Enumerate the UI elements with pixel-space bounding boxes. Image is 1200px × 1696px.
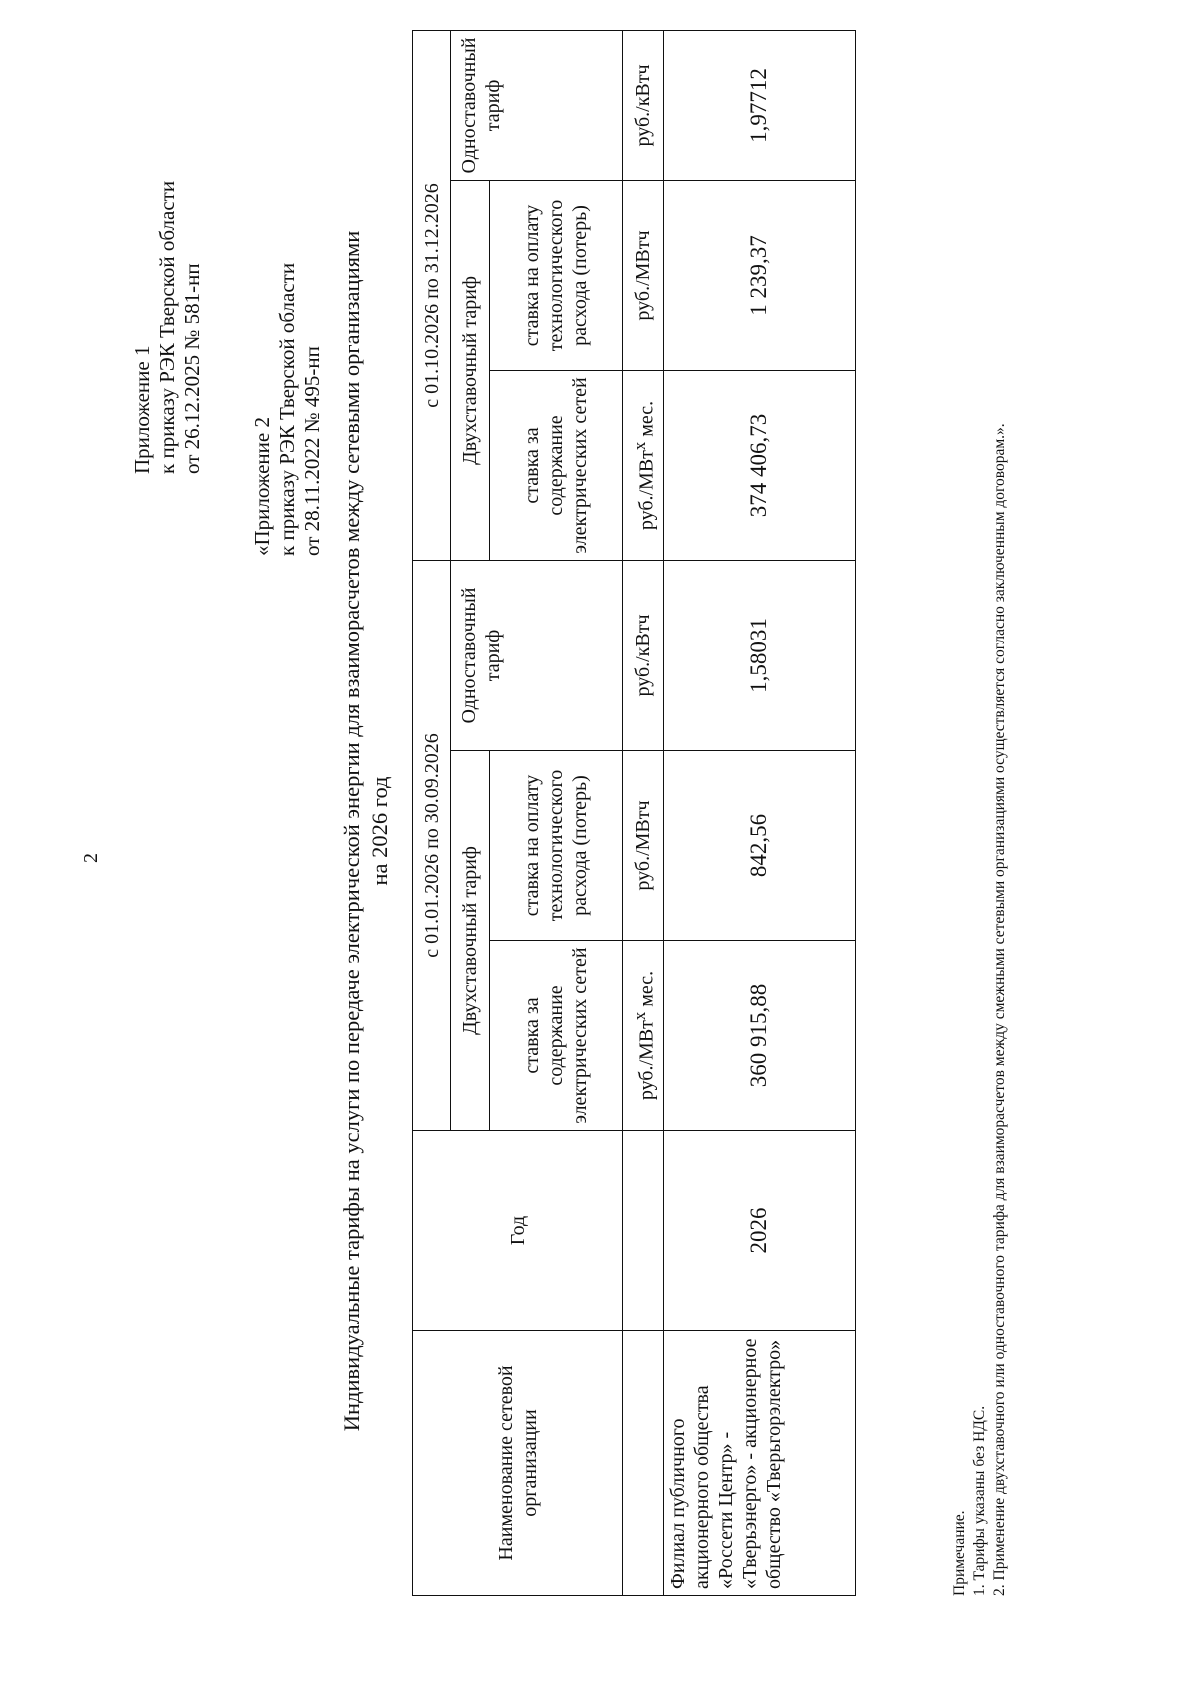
- value-maintenance: 374 406,73: [663, 370, 855, 560]
- header-period-1: с 01.01.2026 по 30.09.2026: [413, 560, 451, 1130]
- appendix-2-line: от 28.11.2022 № 495-нп: [300, 346, 324, 556]
- appendix-1-line: от 26.12.2025 № 581-нп: [180, 263, 204, 474]
- units-empty-cell: [623, 1331, 663, 1596]
- header-row-periods: [413, 30, 451, 1595]
- appendix-1-header: [130, 181, 205, 474]
- appendix-2-line: к приказу РЭК Тверской области: [275, 262, 299, 556]
- tariff-table: [412, 30, 856, 1596]
- page-number: 2: [80, 853, 102, 863]
- header-rate-maintenance: ставка за содержание электрических сетей: [489, 941, 622, 1131]
- unit-single-rate: руб./кВтч: [623, 30, 663, 180]
- value-single-rate: 1,58031: [663, 560, 855, 750]
- unit-superscript: х: [629, 441, 649, 451]
- table-row: [663, 30, 855, 1595]
- header-period-2: с 01.10.2026 по 31.12.2026: [413, 30, 451, 560]
- header-year: Год: [413, 1131, 623, 1331]
- notes: [950, 51, 1010, 1596]
- year-value: 2026: [663, 1131, 855, 1331]
- value-single-rate: 1,97712: [663, 30, 855, 180]
- header-rate-losses: ставка на оплату технологического расхода (потерь): [489, 180, 622, 370]
- value-losses: 1 239,37: [663, 180, 855, 370]
- title-line: на 2026 год: [367, 776, 392, 886]
- unit-losses: руб./МВтч: [623, 751, 663, 941]
- header-rate-losses: ставка на оплату технологического расхода (потерь): [489, 751, 622, 941]
- title-line: Индивидуальные тарифы на услуги по передаче электрической энергии для взаиморасчетов между сетевыми организациями: [339, 230, 364, 1432]
- appendix-2-header: [250, 263, 325, 556]
- appendix-2-line: «Приложение 2: [250, 417, 274, 556]
- document-title: [338, 96, 394, 1566]
- organization-name: Филиал публичного акционерного общества «Россети Центр» - «Тверьэнерго» - акционерное общество «Тверьгорэлектро»: [663, 1331, 855, 1596]
- appendix-1-line: к приказу РЭК Тверской области: [155, 180, 179, 474]
- notes-heading: Примечание.: [951, 1510, 968, 1596]
- units-empty-cell: [623, 1131, 663, 1331]
- header-single-rate-tariff: Одноставочный тариф: [451, 560, 623, 750]
- unit-losses: руб./МВтч: [623, 180, 663, 370]
- unit-maintenance: руб./МВт$^х$ мес.: [623, 370, 663, 560]
- header-rate-maintenance: ставка за содержание электрических сетей: [489, 370, 622, 560]
- header-two-part-tariff: Двухставочный тариф: [451, 751, 489, 1131]
- appendix-1-line: Приложение 1: [130, 345, 154, 474]
- unit-superscript: х: [629, 1011, 649, 1021]
- header-single-rate-tariff: Одноставочный тариф: [451, 30, 623, 180]
- header-organization: Наименование сетевой организации: [413, 1331, 623, 1596]
- note-item: 1. Тарифы указаны без НДС.: [971, 1405, 988, 1596]
- header-two-part-tariff: Двухставочный тариф: [451, 180, 489, 560]
- note-item: 2. Применение двухставочного или одноставочного тарифа для взаиморасчетов между смежными сетевыми организациями осуществляется согласно заключенным договорам.».: [991, 423, 1008, 1596]
- unit-single-rate: руб./кВтч: [623, 560, 663, 750]
- unit-maintenance: руб./МВт$^х$ мес.: [623, 941, 663, 1131]
- value-maintenance: 360 915,88: [663, 941, 855, 1131]
- value-losses: 842,56: [663, 751, 855, 941]
- units-row: [623, 30, 663, 1595]
